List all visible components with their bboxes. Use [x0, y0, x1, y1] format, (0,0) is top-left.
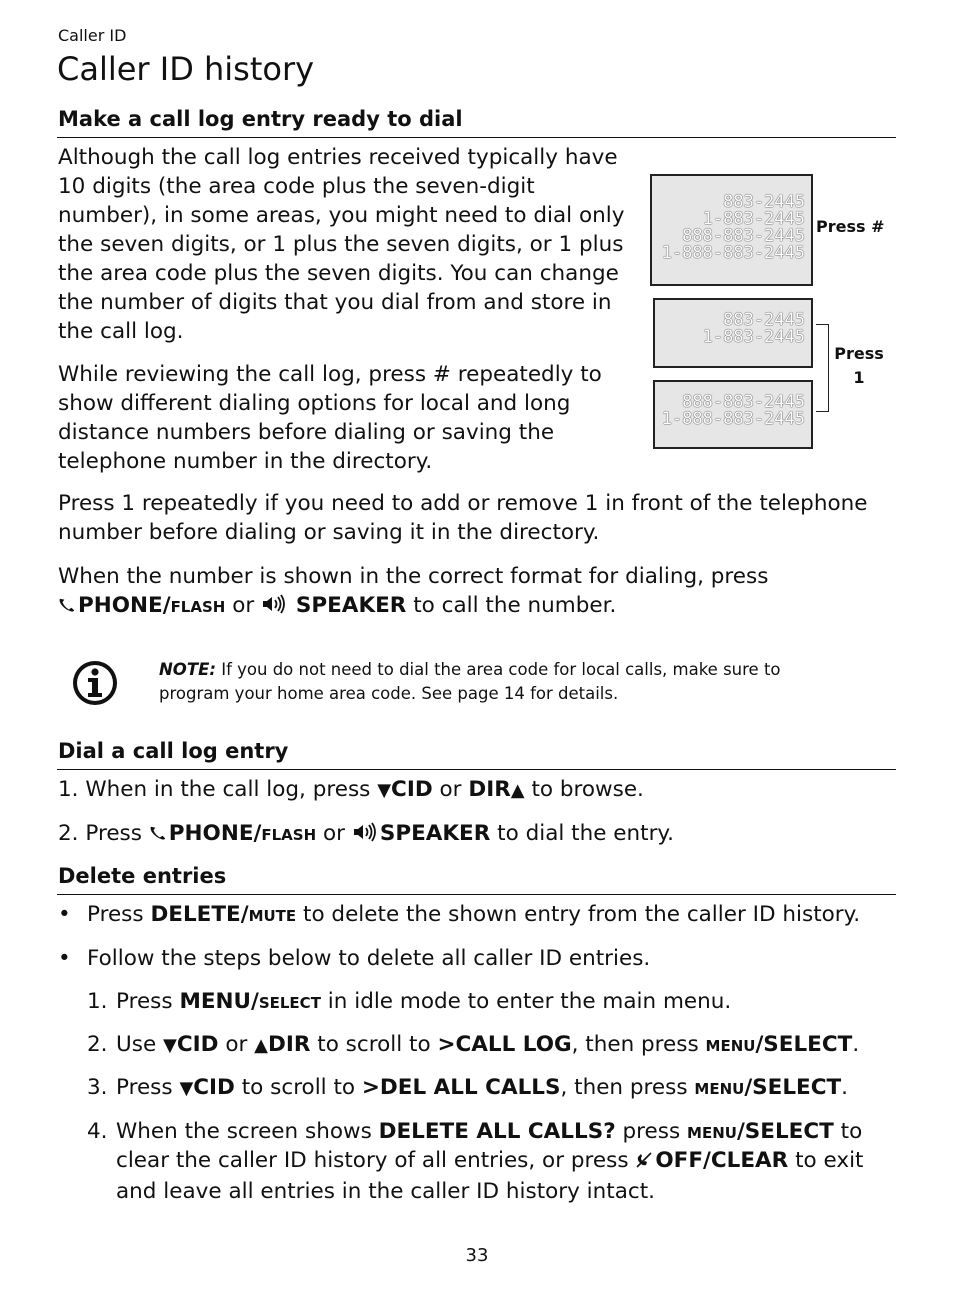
page-title: Caller ID history [57, 50, 315, 88]
or-text: or [322, 821, 345, 846]
or-text: or [225, 1032, 248, 1057]
lcd-line: 883-2445 [723, 310, 805, 330]
step-text: press [622, 1119, 681, 1144]
heading-rule [57, 769, 896, 770]
heading-rule [57, 894, 896, 895]
step-text: , then press [571, 1032, 699, 1057]
lcd-line: 883-2445 [723, 192, 805, 212]
lcd-line: 1-888-883-2445 [661, 243, 805, 263]
heading-dial-entry: Dial a call log entry [58, 739, 289, 763]
step-text: Press [116, 1075, 173, 1100]
para-dial-pre: When the number is shown in the correct format for dialing, press [58, 564, 769, 589]
down-arrow-icon: ▼ [377, 780, 392, 801]
para-dial-post: to call the number. [413, 593, 617, 618]
bullet-text: Press [87, 902, 144, 927]
dir-key: DIR [268, 1032, 311, 1057]
lcd-screen-ten-digit [653, 380, 813, 449]
bullet-delete-all: Follow the steps below to delete all caller ID entries. [87, 946, 651, 971]
step-text: to exit and leave all entries in the caller ID history intact. [116, 1148, 864, 1204]
lcd-line: 1-888-883-2445 [661, 409, 805, 429]
press-1-line2: 1 [853, 368, 865, 387]
press-hash-label: Press # [816, 217, 885, 236]
para-press-hash: While reviewing the call log, press # repeatedly to show different dialing options for local and long distance numbers before dialing or saving the telephone number in the directory. [58, 362, 602, 474]
call-log-option: >CALL LOG [437, 1032, 572, 1057]
delete-step-3 [116, 1073, 916, 1103]
speaker-icon [261, 593, 289, 622]
select-key: select [258, 989, 321, 1014]
dial-step-1 [58, 775, 898, 805]
step-text: Press [116, 989, 173, 1014]
delete-step-1 [116, 987, 906, 1016]
phone-key: PHONE/ [168, 821, 262, 846]
period: . [841, 1075, 849, 1100]
phone-key: PHONE/ [78, 593, 171, 618]
down-arrow-icon: ▼ [163, 1035, 177, 1056]
step-text: , then press [560, 1075, 688, 1100]
up-arrow-icon: ▲ [254, 1035, 269, 1056]
select-key: /SELECT [736, 1119, 834, 1144]
delete-all-prompt: DELETE ALL CALLS? [378, 1119, 616, 1144]
info-icon [71, 659, 119, 711]
step-text: Press [85, 821, 142, 846]
cid-key: CID [391, 777, 433, 802]
phone-icon [58, 593, 78, 622]
bracket [816, 324, 829, 412]
lcd-line: 888-883-2445 [682, 392, 805, 412]
period: . [852, 1032, 860, 1057]
delete-key: DELETE/ [150, 902, 249, 927]
step-number: 1. [87, 989, 108, 1014]
lcd-line: 1-883-2445 [702, 209, 805, 229]
down-arrow-icon: ▼ [179, 1078, 194, 1099]
step-text: to dial the entry. [497, 821, 674, 846]
page-number: 33 [465, 1245, 489, 1266]
speaker-icon [352, 821, 380, 850]
para-digits: Although the call log entries received typically have 10 digits (the area code plus the seven-digit number), in some areas, you might need to dial only the seven digits, or 1 plus the seven digits, or 1 plus the area code plus the seven digits. You can change the number of digits that you dial from and store in the call log. [58, 145, 625, 344]
lcd-line: 888-883-2445 [682, 226, 805, 246]
step-number: 4. [87, 1119, 108, 1144]
step-text: When in the call log, press [85, 777, 371, 802]
step-number: 2. [58, 821, 79, 846]
up-arrow-icon: ▲ [510, 780, 525, 801]
delete-step-4 [116, 1117, 896, 1206]
note-label: NOTE: [159, 660, 216, 679]
step-text: to scroll to [241, 1075, 356, 1100]
menu-key: MENU/ [179, 989, 259, 1014]
bullet-icon: • [58, 902, 71, 927]
step-text: to browse. [531, 777, 644, 802]
press-1-line1: Press [834, 344, 884, 363]
dir-key: DIR [468, 777, 511, 802]
phone-icon [149, 821, 169, 850]
menu-key: menu [705, 1032, 756, 1057]
press-1-label [832, 342, 886, 390]
off-clear-key: OFF/CLEAR [655, 1148, 789, 1173]
heading-make-entry-ready: Make a call log entry ready to dial [58, 107, 463, 131]
section-label: Caller ID [58, 26, 127, 45]
menu-key: menu [687, 1119, 737, 1144]
flash-key: flash [261, 821, 317, 846]
lcd-line: 1-883-2445 [702, 327, 805, 347]
step-number: 3. [87, 1075, 108, 1100]
del-all-calls-option: >DEL ALL CALLS [361, 1075, 561, 1100]
speaker-key: SPEAKER [379, 821, 491, 846]
heading-delete-entries: Delete entries [58, 864, 227, 888]
menu-key: menu [694, 1075, 745, 1100]
or-text: or [232, 593, 255, 618]
step-text: in idle mode to enter the main menu. [327, 989, 732, 1014]
note-text: If you do not need to dial the area code for local calls, make sure to program your home area code. See page 14 for details. [159, 660, 781, 703]
dial-step-2 [58, 819, 898, 850]
bullet-icon: • [58, 946, 71, 971]
step-text: When the screen shows [116, 1119, 372, 1144]
lcd-screen-seven-digit [653, 298, 813, 368]
para-press-1: Press 1 repeatedly if you need to add or remove 1 in front of the telephone number before dialing or saving it in the directory. [58, 491, 868, 545]
mute-key: mute [248, 902, 297, 927]
step-number: 1. [58, 777, 79, 802]
step-text: to scroll to [317, 1032, 431, 1057]
note [159, 658, 839, 706]
delete-step-2 [116, 1030, 916, 1060]
flash-key: flash [170, 593, 226, 618]
para-dial-format [58, 562, 898, 622]
bullet-delete-one [87, 900, 907, 929]
step-text: to clear the caller ID history of all entries, or press [116, 1119, 863, 1173]
select-key: /SELECT [744, 1075, 842, 1100]
lcd-screen-all-formats [650, 174, 813, 286]
hang-up-icon [635, 1148, 655, 1177]
step-text: Use [116, 1032, 157, 1057]
step-number: 2. [87, 1032, 108, 1057]
cid-key: CID [193, 1075, 235, 1100]
cid-key: CID [176, 1032, 219, 1057]
speaker-key: SPEAKER [295, 593, 407, 618]
heading-rule [57, 137, 896, 138]
or-text: or [439, 777, 462, 802]
bullet-text: to delete the shown entry from the caller ID history. [303, 902, 861, 927]
select-key: /SELECT [755, 1032, 853, 1057]
